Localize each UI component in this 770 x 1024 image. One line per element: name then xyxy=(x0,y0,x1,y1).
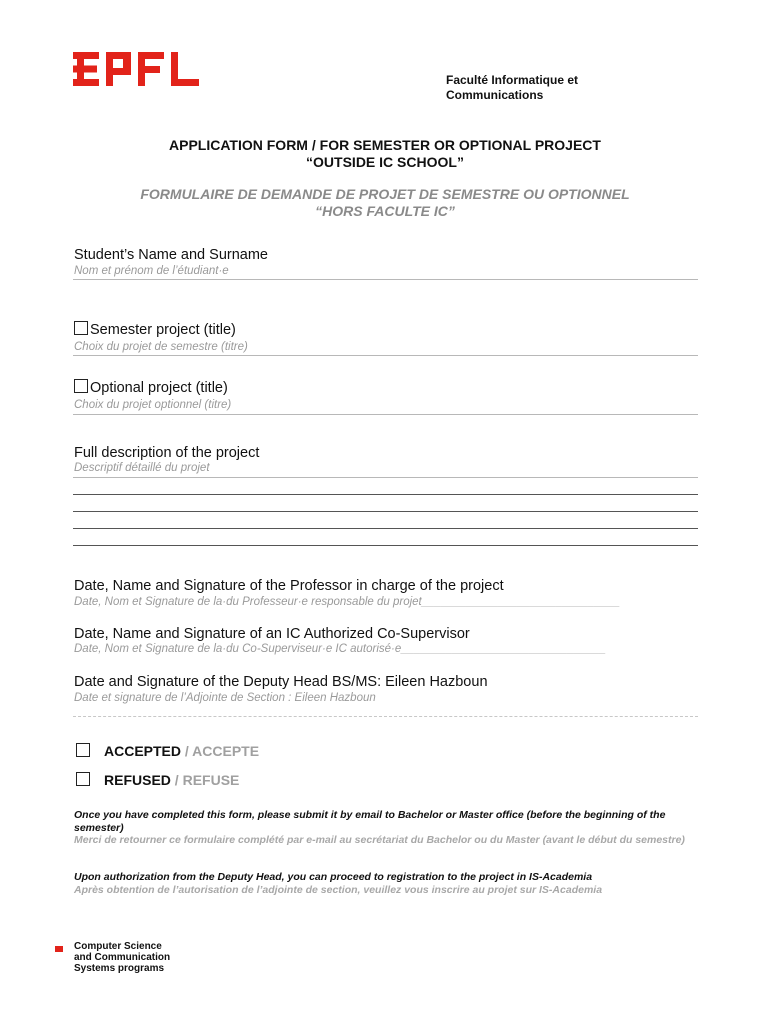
professor-sub-row xyxy=(74,596,620,608)
status-separator: / xyxy=(174,772,179,788)
faculty-name xyxy=(446,73,646,103)
faculty-line-2: Communications xyxy=(446,88,544,102)
deputy-head-label: Date and Signature of the Deputy Head BS/MS: Eileen Hazboun xyxy=(74,674,488,690)
student-name-line[interactable] xyxy=(73,279,698,280)
form-title-en-line-1: APPLICATION FORM / FOR SEMESTER OR OPTIONAL PROJECT xyxy=(169,137,601,153)
deputy-head-sub: Date et signature de l’Adjointe de Section : Eileen Hazboun xyxy=(74,692,376,704)
accepted-checkbox[interactable] xyxy=(76,743,90,757)
student-name-label: Student’s Name and Surname xyxy=(74,247,268,263)
optional-project-checkbox[interactable] xyxy=(74,379,88,393)
semester-project-row xyxy=(74,321,236,338)
form-title-fr-line-2: “HORS FACULTE IC” xyxy=(315,203,455,219)
form-title-en-line-2: “OUTSIDE IC SCHOOL” xyxy=(306,154,464,170)
description-sub: Descriptif détaillé du projet xyxy=(74,462,210,474)
semester-project-label: Semester project (title) xyxy=(90,322,236,338)
form-title-fr-line-1: FORMULAIRE DE DEMANDE DE PROJET DE SEMESTRE OU OPTIONNEL xyxy=(140,186,630,202)
optional-project-line[interactable] xyxy=(73,414,698,415)
refused-checkbox[interactable] xyxy=(76,772,90,786)
footer-line-1: Computer Science xyxy=(74,941,162,952)
accepted-row xyxy=(76,743,259,759)
student-name-sub: Nom et prénom de l’étudiant·e xyxy=(74,265,229,277)
cosupervisor-sub-row xyxy=(74,643,606,655)
description-line[interactable] xyxy=(73,511,698,512)
refused-label-fr: REFUSE xyxy=(182,772,240,788)
accepted-label-en: ACCEPTED xyxy=(104,743,182,759)
semester-project-sub: Choix du projet de semestre (titre) xyxy=(74,341,248,353)
description-line[interactable] xyxy=(73,545,698,546)
deputy-head-signature-line[interactable] xyxy=(73,716,698,717)
optional-project-label: Optional project (title) xyxy=(90,380,228,396)
footer-line-3: Systems programs xyxy=(74,963,165,974)
optional-project-sub: Choix du projet optionnel (titre) xyxy=(74,399,232,411)
authorization-note-fr: Après obtention de l’autorisation de l’adjointe de section, veuillez vous inscrire au projet sur IS-Academia xyxy=(74,884,603,896)
description-label: Full description of the project xyxy=(74,445,260,461)
refused-label-en: REFUSED xyxy=(104,772,171,788)
faculty-line-1: Faculté Informatique et xyxy=(446,73,579,87)
form-title-fr xyxy=(0,186,770,220)
form-title-en xyxy=(0,137,770,171)
description-line[interactable] xyxy=(73,477,698,478)
optional-project-row xyxy=(74,379,228,396)
status-separator: / xyxy=(184,743,189,759)
semester-project-line[interactable] xyxy=(73,355,698,356)
refused-row xyxy=(76,772,239,788)
professor-label: Date, Name and Signature of the Professor in charge of the project xyxy=(74,578,504,594)
cosupervisor-sub: Date, Nom et Signature de la·du Co-Superviseur·e IC autorisé·e xyxy=(74,643,402,655)
professor-sub: Date, Nom et Signature de la·du Professeur·e responsable du projet xyxy=(74,596,422,608)
authorization-note-en: Upon authorization from the Deputy Head, you can proceed to registration to the project in IS-Academia xyxy=(74,871,593,883)
description-line[interactable] xyxy=(73,528,698,529)
accepted-label-fr: ACCEPTE xyxy=(192,743,260,759)
professor-signature-line[interactable]: _______________________________ xyxy=(421,596,621,608)
submit-note-fr: Merci de retourner ce formulaire complété par e-mail au secrétariat du Bachelor ou du Master (avant le début du semestre) xyxy=(74,834,685,846)
footer-program-name xyxy=(74,941,214,974)
footer-red-mark xyxy=(55,946,63,952)
epfl-logo xyxy=(73,52,199,86)
cosupervisor-signature-line[interactable]: ________________________________ xyxy=(401,643,606,655)
semester-project-checkbox[interactable] xyxy=(74,321,88,335)
footer-line-2: and Communication xyxy=(74,952,171,963)
cosupervisor-label: Date, Name and Signature of an IC Authorized Co-Supervisor xyxy=(74,626,470,642)
submit-note-en: Once you have completed this form, please submit it by email to Bachelor or Master office (before the beginning of the semester) xyxy=(74,809,666,834)
description-line[interactable] xyxy=(73,494,698,495)
